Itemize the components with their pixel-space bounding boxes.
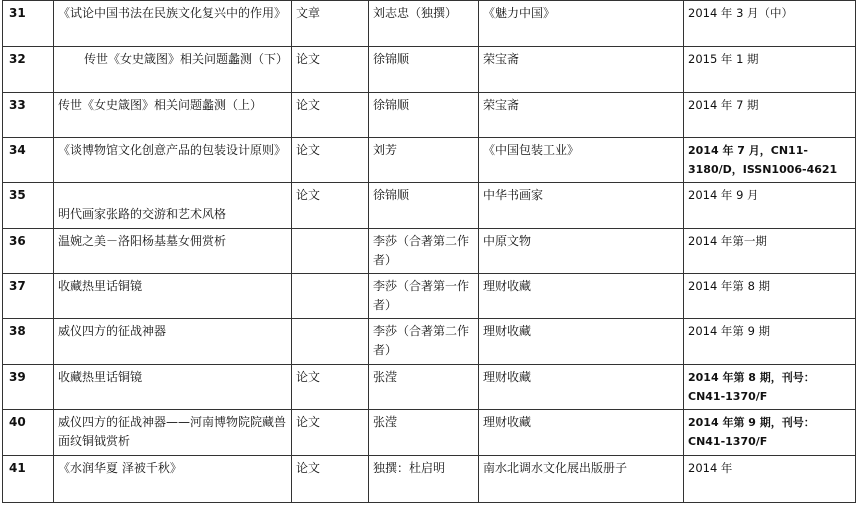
- row-number: 38: [3, 319, 54, 365]
- title-text: 传世《女史箴图》相关问题蠡测（下）: [84, 52, 289, 66]
- type-cell: [292, 229, 369, 274]
- table-row: [3, 138, 856, 183]
- publisher-cell: 荣宝斋: [479, 47, 684, 93]
- table-row: [3, 274, 856, 319]
- title-cell: 《水润华夏 泽被千秋》: [54, 456, 292, 503]
- publisher-cell: 中华书画家: [479, 183, 684, 229]
- type-cell: 论文: [292, 93, 369, 138]
- author-cell: 刘志忠（独撰）: [369, 1, 479, 47]
- publisher-cell: 《魅力中国》: [479, 1, 684, 47]
- table-row: [3, 319, 856, 365]
- table-row: [3, 183, 856, 229]
- row-number: 35: [3, 183, 54, 229]
- publisher-cell: 荣宝斋: [479, 93, 684, 138]
- publisher-cell: 中原文物: [479, 229, 684, 274]
- publications-table: [2, 0, 856, 503]
- type-cell: 论文: [292, 138, 369, 183]
- date-cell: 2014 年 3 月（中）: [684, 1, 856, 47]
- table-row: [3, 456, 856, 503]
- type-cell: 论文: [292, 456, 369, 503]
- author-cell: 李莎（合著第一作者）: [369, 274, 479, 319]
- date-cell: 2014 年第 9 期: [684, 319, 856, 365]
- date-cell: 2015 年 1 期: [684, 47, 856, 93]
- author-cell: 李莎（合著第二作者）: [369, 229, 479, 274]
- table-row: [3, 93, 856, 138]
- type-cell: 论文: [292, 410, 369, 456]
- author-cell: 徐锦顺: [369, 183, 479, 229]
- type-cell: 论文: [292, 365, 369, 410]
- row-number: 37: [3, 274, 54, 319]
- publisher-cell: 理财收藏: [479, 410, 684, 456]
- publisher-cell: 理财收藏: [479, 274, 684, 319]
- publisher-cell: 理财收藏: [479, 365, 684, 410]
- table-row: [3, 47, 856, 93]
- row-number: 41: [3, 456, 54, 503]
- title-cell: 温婉之美－洛阳杨基墓女佣赏析: [54, 229, 292, 274]
- title-cell: 《谈博物馆文化创意产品的包装设计原则》: [54, 138, 292, 183]
- date-cell: 2014 年 7 期: [684, 93, 856, 138]
- author-cell: 李莎（合著第二作者）: [369, 319, 479, 365]
- title-cell: [54, 47, 292, 93]
- table-row: [3, 365, 856, 410]
- date-cell: 2014 年第 8 期: [684, 274, 856, 319]
- table-row: [3, 410, 856, 456]
- date-cell: 2014 年 7 月，CN11-3180/D，ISSN1006-4621: [684, 138, 856, 183]
- title-text: 明代画家张路的交游和艺术风格: [58, 207, 227, 221]
- title-cell: 《试论中国书法在民族文化复兴中的作用》: [54, 1, 292, 47]
- date-cell: 2014 年第一期: [684, 229, 856, 274]
- date-cell: 2014 年第 9 期，刊号：CN41-1370/F: [684, 410, 856, 456]
- type-cell: 论文: [292, 47, 369, 93]
- author-cell: 张滢: [369, 365, 479, 410]
- date-cell: 2014 年第 8 期，刊号：CN41-1370/F: [684, 365, 856, 410]
- author-cell: 徐锦顺: [369, 47, 479, 93]
- date-cell: 2014 年: [684, 456, 856, 503]
- publisher-cell: 《中国包装工业》: [479, 138, 684, 183]
- row-number: 36: [3, 229, 54, 274]
- publisher-cell: 南水北调水文化展出版册子: [479, 456, 684, 503]
- author-cell: 徐锦顺: [369, 93, 479, 138]
- type-cell: 论文: [292, 183, 369, 229]
- author-cell: 张滢: [369, 410, 479, 456]
- row-number: 39: [3, 365, 54, 410]
- table-row: [3, 1, 856, 47]
- type-cell: 文章: [292, 1, 369, 47]
- row-number: 31: [3, 1, 54, 47]
- title-cell: [54, 183, 292, 229]
- row-number: 32: [3, 47, 54, 93]
- title-cell: 传世《女史箴图》相关问题蠡测（上）: [54, 93, 292, 138]
- title-cell: 威仪四方的征战神器——河南博物院院藏兽面纹铜钺赏析: [54, 410, 292, 456]
- author-cell: 独撰：杜启明: [369, 456, 479, 503]
- title-cell: 威仪四方的征战神器: [54, 319, 292, 365]
- title-cell: 收藏热里话铜镜: [54, 274, 292, 319]
- author-cell: 刘芳: [369, 138, 479, 183]
- type-cell: [292, 319, 369, 365]
- title-cell: 收藏热里话铜镜: [54, 365, 292, 410]
- date-cell: 2014 年 9 月: [684, 183, 856, 229]
- row-number: 34: [3, 138, 54, 183]
- row-number: 33: [3, 93, 54, 138]
- row-number: 40: [3, 410, 54, 456]
- publisher-cell: 理财收藏: [479, 319, 684, 365]
- table-row: [3, 229, 856, 274]
- type-cell: [292, 274, 369, 319]
